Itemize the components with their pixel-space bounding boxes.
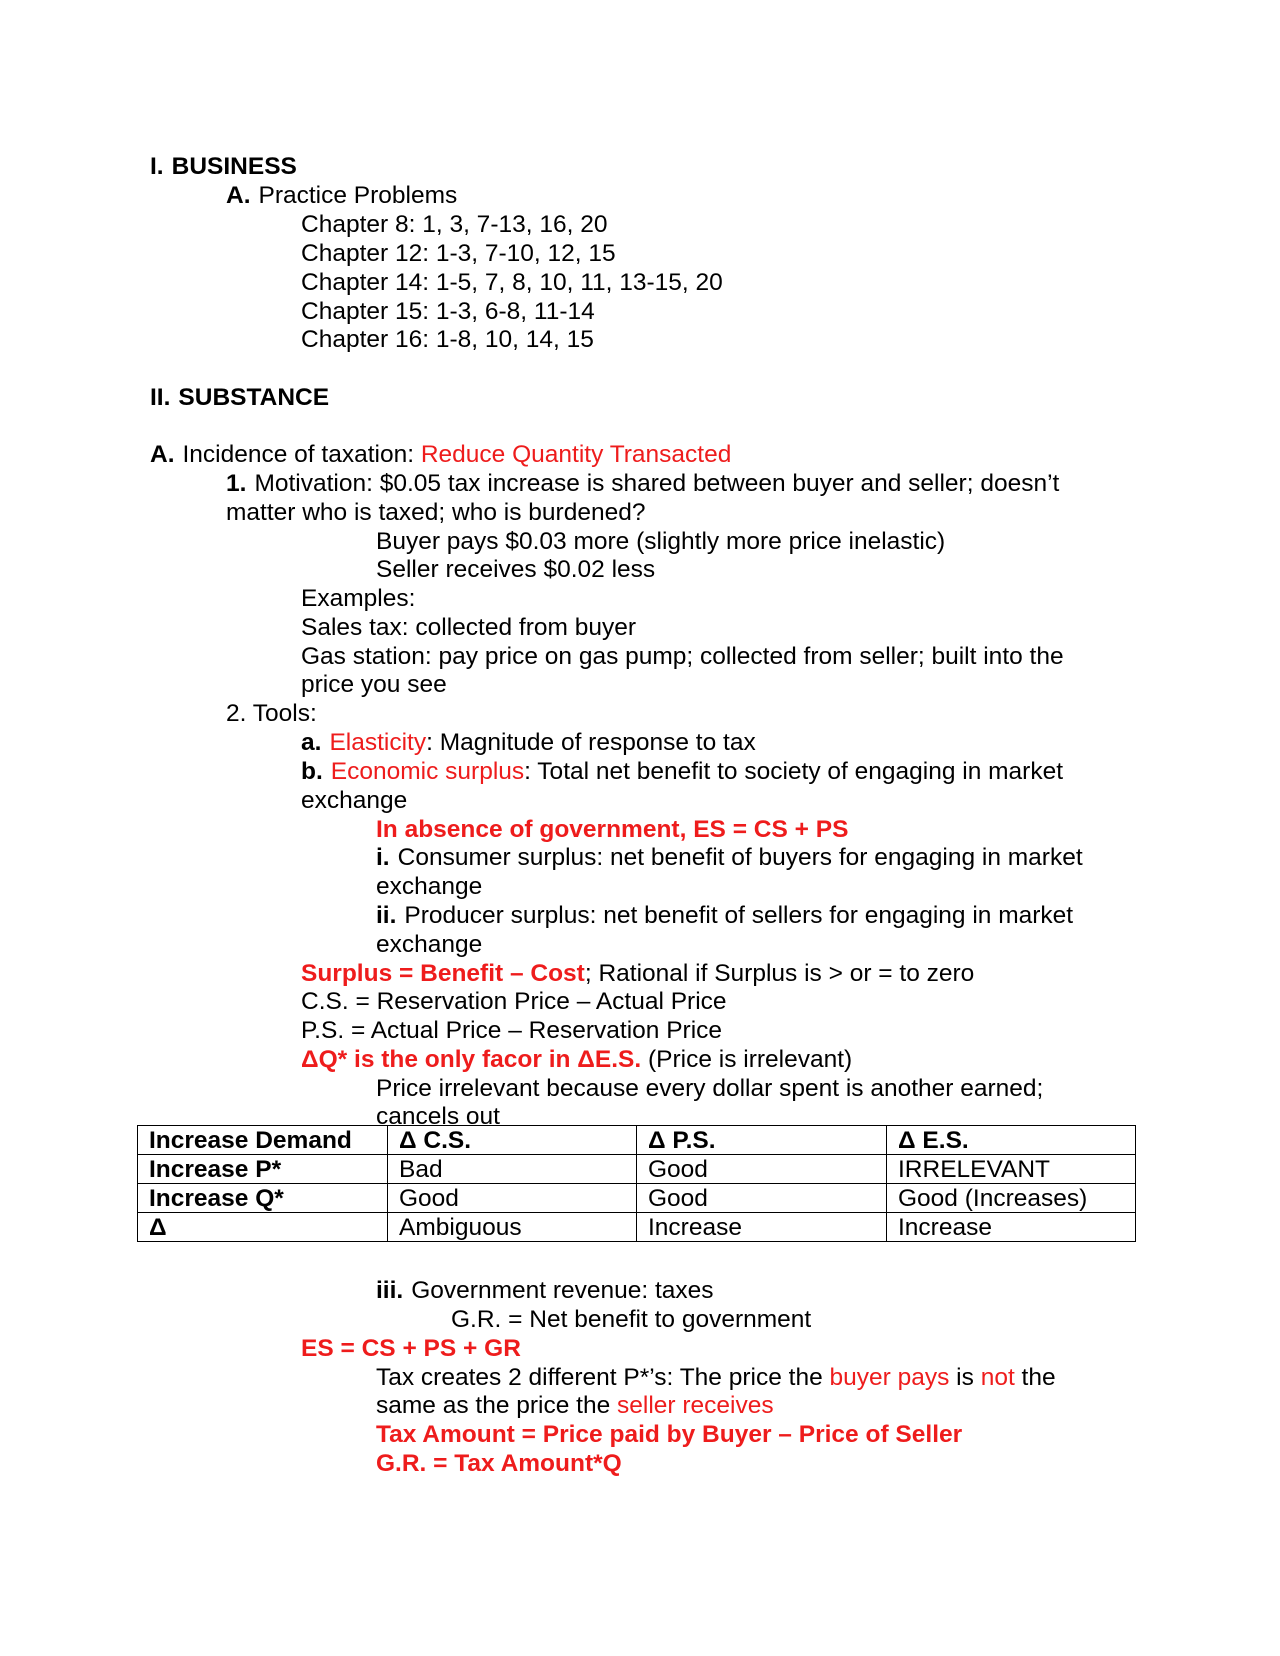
producer-surplus-text: Producer surplus: net benefit of sellers for engaging in market: [404, 902, 1074, 929]
sub-highlight: Reduce Quantity Transacted: [420, 441, 732, 468]
tax-two-prices-line-2: [376, 1391, 774, 1420]
section-title: BUSINESS: [171, 153, 297, 180]
tools-item-elasticity: [301, 728, 756, 757]
table-header-cell: Δ P.S.: [637, 1126, 887, 1155]
table-header-cell: Δ E.S.: [887, 1126, 1136, 1155]
consumer-surplus-line-2: exchange: [376, 873, 483, 900]
table-cell: IRRELEVANT: [887, 1155, 1136, 1184]
delta-q-note: (Price is irrelevant): [641, 1046, 853, 1073]
motivation-line-2: matter who is taxed; who is burdened?: [226, 499, 646, 526]
text-segment: same as the price the: [376, 1392, 618, 1419]
buyer-pays-highlight: buyer pays: [829, 1364, 950, 1391]
gr-definition: G.R. = Net benefit to government: [451, 1306, 812, 1333]
government-revenue-line: [376, 1276, 714, 1305]
chapter-line: Chapter 16: 1-8, 10, 14, 15: [301, 326, 594, 353]
sub-letter: A.: [226, 182, 251, 209]
section-heading-substance: [150, 383, 329, 412]
demand-effects-table: [137, 1125, 1136, 1242]
section-title: SUBSTANCE: [178, 384, 330, 411]
section-heading-business: [150, 152, 297, 181]
term-economic-surplus: Economic surplus: [330, 758, 525, 785]
table-cell: Good: [388, 1184, 637, 1213]
subheading-incidence-of-taxation: [150, 440, 731, 469]
cs-formula: C.S. = Reservation Price – Actual Price: [301, 988, 727, 1015]
item-numeral: ii.: [376, 902, 397, 929]
absence-of-government-formula: In absence of government, ES = CS + PS: [376, 816, 849, 843]
example-gas-station-1: Gas station: pay price on gas pump; collected from seller; built into the: [301, 643, 1064, 670]
table-cell: Good: [637, 1184, 887, 1213]
es-with-government-formula: ES = CS + PS + GR: [301, 1335, 521, 1362]
table-header-cell: Δ C.S.: [388, 1126, 637, 1155]
tax-amount-formula: Tax Amount = Price paid by Buyer – Price of Seller: [376, 1421, 963, 1448]
item-letter: a.: [301, 729, 322, 756]
item-letter: b.: [301, 758, 323, 785]
chapter-line: Chapter 8: 1, 3, 7-13, 16, 20: [301, 211, 608, 238]
consumer-surplus-line-1: [376, 843, 1083, 872]
price-irrelevant-line-2: cancels out: [376, 1103, 500, 1130]
table-cell: Increase: [637, 1213, 887, 1242]
sub-letter: A.: [150, 441, 175, 468]
table-cell: Bad: [388, 1155, 637, 1184]
text-segment: the: [1014, 1364, 1056, 1391]
subheading-practice-problems: [226, 181, 457, 210]
surplus-rationality: ; Rational if Surplus is > or = to zero: [584, 960, 975, 987]
table-cell: Increase: [887, 1213, 1136, 1242]
table-row: [138, 1213, 1136, 1242]
surplus-formula: Surplus = Benefit – Cost: [301, 960, 585, 987]
table-row: [138, 1184, 1136, 1213]
table-header-cell: Increase Demand: [138, 1126, 388, 1155]
sub-title: Practice Problems: [258, 182, 458, 209]
term-elasticity: Elasticity: [329, 729, 427, 756]
government-revenue-text: Government revenue: taxes: [411, 1277, 714, 1304]
item-numeral: iii.: [376, 1277, 404, 1304]
table-cell: Ambiguous: [388, 1213, 637, 1242]
seller-receives-line: Seller receives $0.02 less: [376, 556, 656, 583]
chapter-line: Chapter 14: 1-5, 7, 8, 10, 11, 13-15, 20: [301, 269, 723, 296]
tools-item-economic-surplus: [301, 757, 1063, 786]
example-sales-tax: Sales tax: collected from buyer: [301, 614, 636, 641]
table-row: [138, 1155, 1136, 1184]
section-numeral: II.: [150, 384, 171, 411]
term-definition: : Magnitude of response to tax: [426, 729, 756, 756]
price-irrelevant-line-1: Price irrelevant because every dollar spent is another earned;: [376, 1075, 1044, 1102]
chapter-line: Chapter 12: 1-3, 7-10, 12, 15: [301, 240, 616, 267]
examples-label: Examples:: [301, 585, 416, 612]
table-header-row: [138, 1126, 1136, 1155]
consumer-surplus-text: Consumer surplus: net benefit of buyers for engaging in market: [397, 844, 1083, 871]
tools-label: 2. Tools:: [226, 700, 317, 727]
section-numeral: I.: [150, 153, 164, 180]
buyer-pays-line: Buyer pays $0.03 more (slightly more price inelastic): [376, 528, 946, 555]
table-row-header: Δ: [138, 1213, 388, 1242]
surplus-formula-line: [301, 959, 974, 988]
example-gas-station-2: price you see: [301, 671, 447, 698]
tax-two-prices-line-1: [376, 1363, 1056, 1392]
seller-receives-highlight: seller receives: [617, 1392, 774, 1419]
sub-text: Incidence of taxation:: [182, 441, 421, 468]
motivation-line-1: [226, 469, 1059, 498]
ps-formula: P.S. = Actual Price – Reservation Price: [301, 1017, 723, 1044]
term-definition: : Total net benefit to society of engaging in market: [524, 758, 1064, 785]
item-numeral: i.: [376, 844, 390, 871]
item-number: 1.: [226, 470, 247, 497]
table-cell: Good (Increases): [887, 1184, 1136, 1213]
producer-surplus-line-2: exchange: [376, 931, 483, 958]
text-segment: Tax creates 2 different P*’s: The price the: [376, 1364, 830, 1391]
delta-q-line: [301, 1045, 852, 1074]
text-segment: is: [949, 1364, 981, 1391]
table-row-header: Increase P*: [138, 1155, 388, 1184]
economic-surplus-line-2: exchange: [301, 787, 408, 814]
delta-q-statement: ΔQ* is the only facor in ΔE.S.: [301, 1046, 642, 1073]
chapter-line: Chapter 15: 1-3, 6-8, 11-14: [301, 298, 595, 325]
motivation-text: Motivation: $0.05 tax increase is shared between buyer and seller; doesn’t: [254, 470, 1060, 497]
producer-surplus-line-1: [376, 901, 1073, 930]
table-row-header: Increase Q*: [138, 1184, 388, 1213]
table-cell: Good: [637, 1155, 887, 1184]
gr-formula: G.R. = Tax Amount*Q: [376, 1450, 622, 1477]
not-highlight: not: [980, 1364, 1015, 1391]
